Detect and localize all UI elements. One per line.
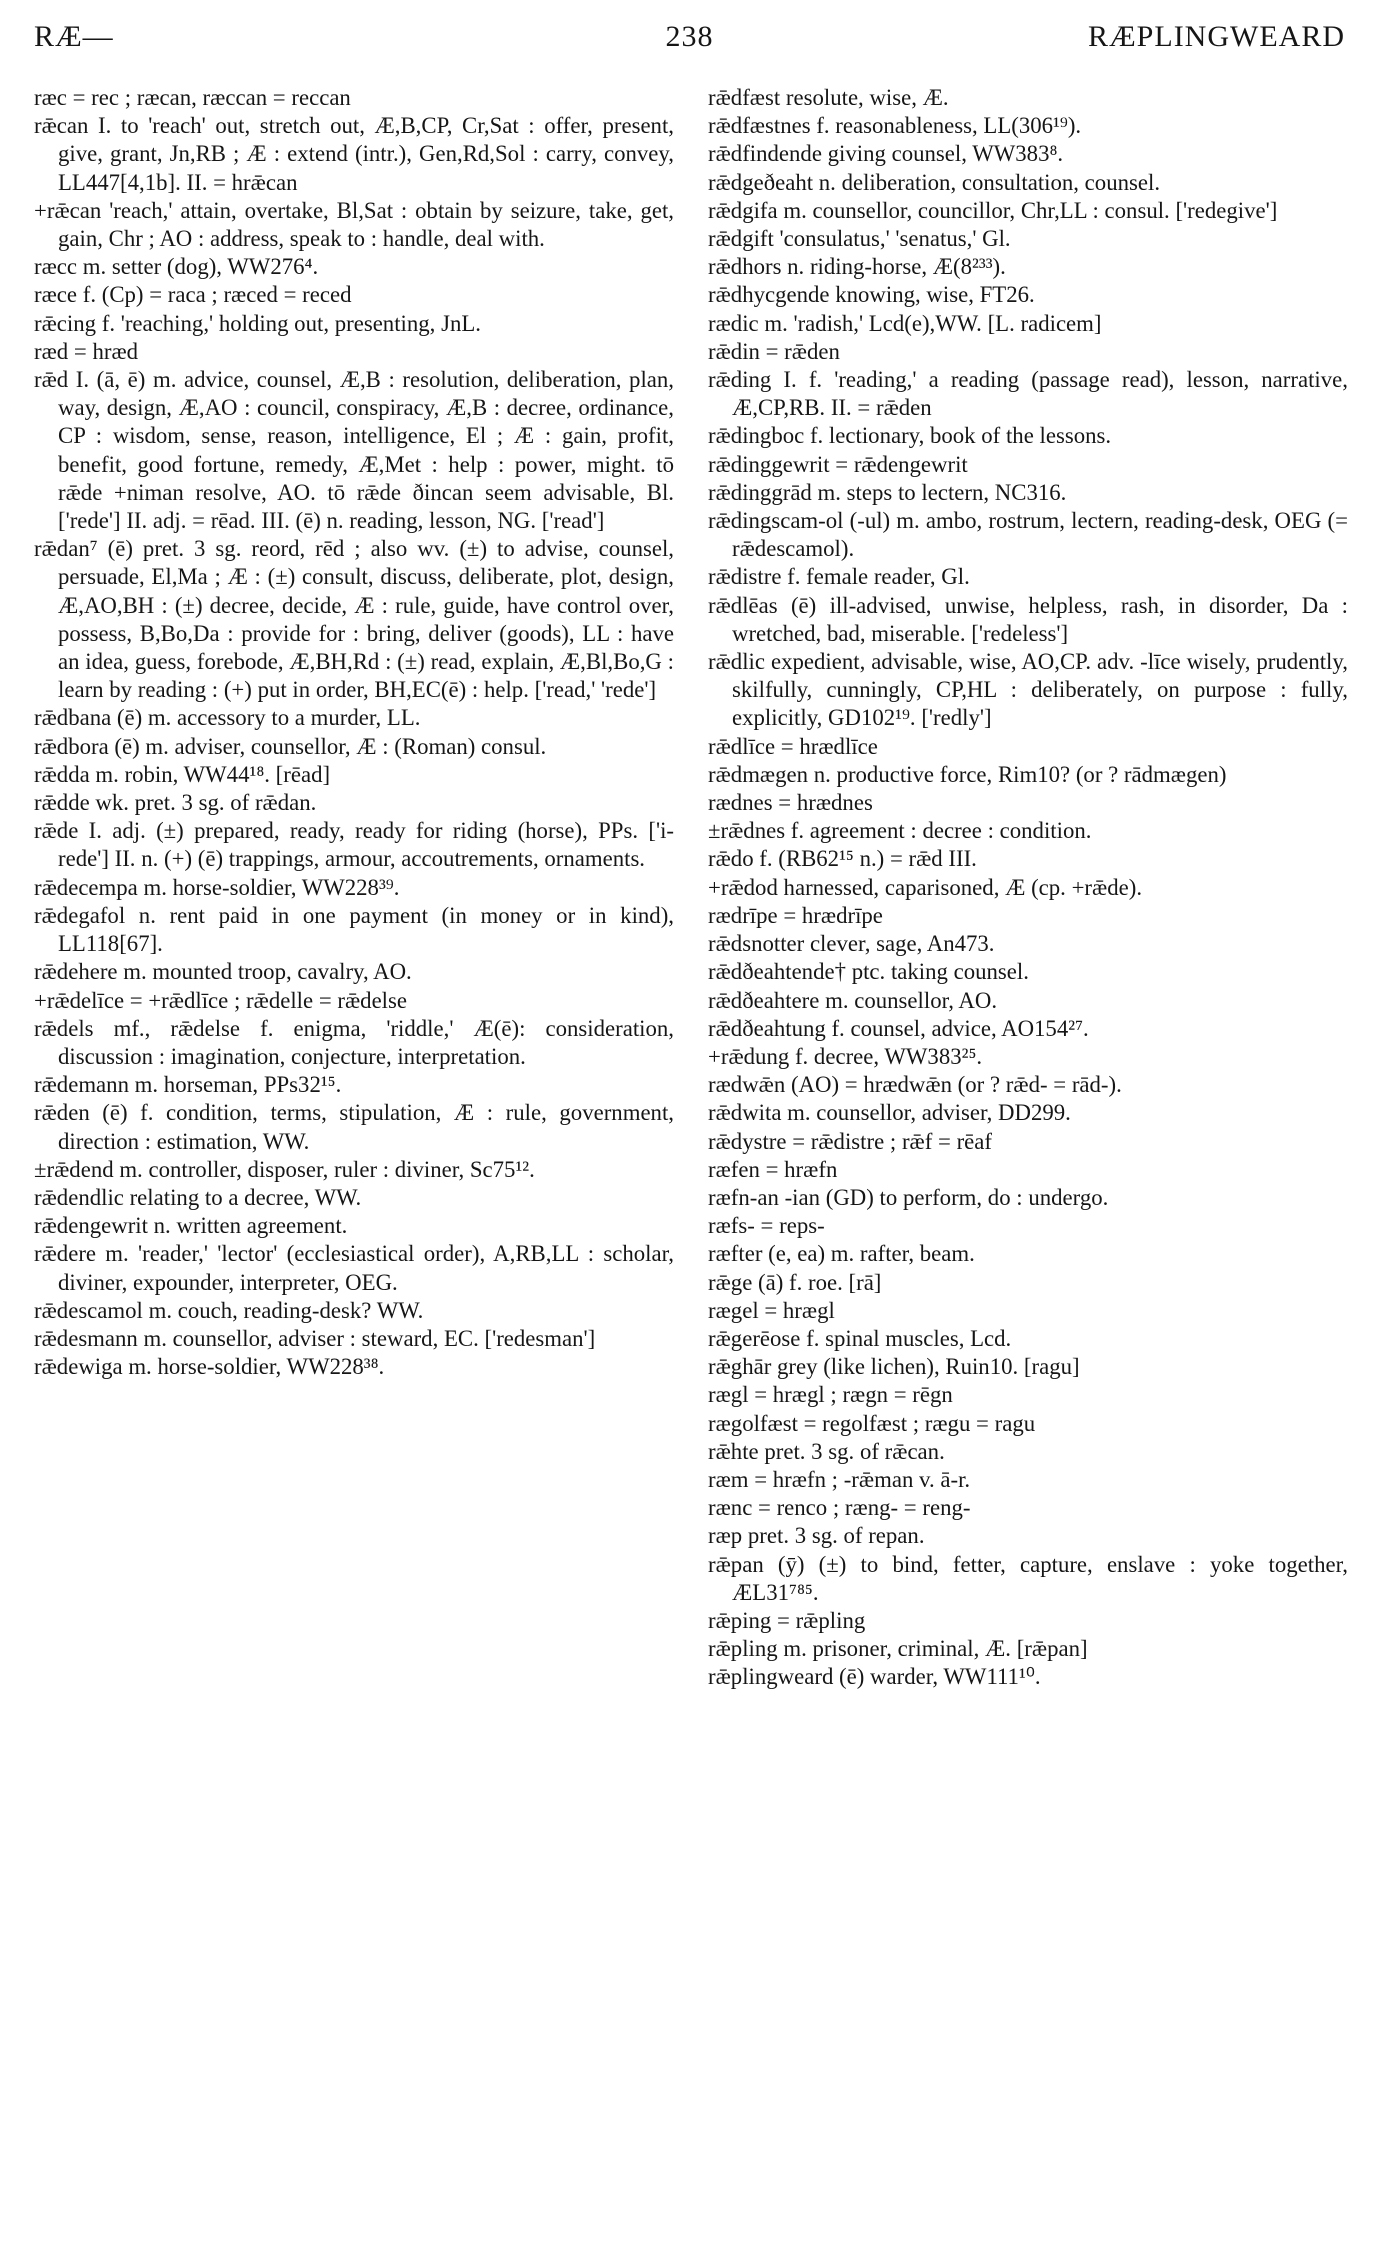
dictionary-entry: rǣdingboc f. lectionary, book of the lessons. — [708, 423, 1112, 449]
dictionary-entry: rǣdðeahtere m. counsellor, AO. — [708, 987, 998, 1013]
dictionary-entry: rǣdinggewrit = rǣdengewrit — [708, 451, 968, 477]
dictionary-entry: rǣdinggrād m. steps to lectern, NC316. — [708, 479, 1067, 505]
dictionary-entry: rǣdðeahtung f. counsel, advice, AO154²⁷. — [708, 1015, 1089, 1041]
dictionary-entry: rǣdlēas (ē) ill-advised, unwise, helpless, rash, in disorder, Da : wretched, bad, miserable. ['redeless'] — [708, 592, 1348, 646]
left-column — [34, 84, 674, 2249]
dictionary-entry: ræfs- = reps- — [708, 1213, 825, 1239]
dictionary-entry: rǣdlīce = hrædlīce — [708, 733, 878, 759]
dictionary-entry: rǣdesmann m. counsellor, adviser : steward, EC. ['redesman'] — [34, 1325, 596, 1351]
dictionary-entry: rǣplingweard (ē) warder, WW111¹⁰. — [708, 1664, 1041, 1690]
dictionary-entry: rǣdhycgende knowing, wise, FT26. — [708, 282, 1035, 308]
dictionary-entry: rǣdo f. (RB62¹⁵ n.) = rǣd III. — [708, 846, 977, 872]
dictionary-entry: rægolfæst = regolfæst ; rægu = ragu — [708, 1410, 1036, 1436]
dictionary-entry: rǣde I. adj. (±) prepared, ready, ready for riding (horse), PPs. ['i-rede'] II. n. (+) (ē) trappings, armour, accoutrements, ornaments. — [34, 818, 674, 872]
dictionary-entry: rǣdystre = rǣdistre ; rǣf = rēaf — [708, 1128, 993, 1154]
dictionary-entry: rægel = hrægl — [708, 1297, 835, 1323]
dictionary-entry: rǣdingscam-ol (-ul) m. ambo, rostrum, lectern, reading-desk, OEG (= rǣdescamol). — [708, 508, 1348, 562]
page-number: 238 — [665, 20, 714, 53]
dictionary-entry: rǣdels mf., rǣdelse f. enigma, 'riddle,' Æ(ē): consideration, discussion : imagination, conjecture, interpretation. — [34, 1015, 674, 1069]
dictionary-entry: ræfen = hræfn — [708, 1156, 838, 1182]
dictionary-entry: rǣcing f. 'reaching,' holding out, presenting, JnL. — [34, 310, 481, 336]
dictionary-entry: ±rǣdend m. controller, disposer, ruler : diviner, Sc75¹². — [34, 1156, 535, 1182]
dictionary-entry: rædnes = hrædnes — [708, 790, 873, 816]
dictionary-entry: rǣdbana (ē) m. accessory to a murder, LL. — [34, 705, 421, 731]
dictionary-entry: rǣdistre f. female reader, Gl. — [708, 564, 970, 590]
dictionary-entry: ræp pret. 3 sg. of repan. — [708, 1523, 925, 1549]
dictionary-entry: +rǣcan 'reach,' attain, overtake, Bl,Sat : obtain by seizure, take, get, gain, Chr ; AO : address, speak to : handle, deal with. — [34, 197, 674, 252]
dictionary-entry: rǣpling m. prisoner, criminal, Æ. [rǣpan] — [708, 1636, 1088, 1662]
dictionary-entry: rǣdehere m. mounted troop, cavalry, AO. — [34, 959, 412, 985]
dictionary-entry: rǣdfæst resolute, wise, Æ. — [708, 85, 949, 110]
dictionary-entry: rǣdwita m. counsellor, adviser, DD299. — [708, 1100, 1071, 1126]
dictionary-entry: rædwǣn (AO) = hrædwǣn (or ? rǣd- = rād-). — [708, 1072, 1122, 1098]
dictionary-entry: rǣdbora (ē) m. adviser, counsellor, Æ : (Roman) consul. — [34, 733, 547, 759]
dictionary-entry: rǣcan I. to 'reach' out, stretch out, Æ,B,CP, Cr,Sat : offer, present, give, grant, Jn,RB ; Æ : extend (intr.), Gen,Rd,Sol : carry, convey, LL447[4,1b]. II. = hrǣcan — [34, 113, 674, 195]
dictionary-entry: rǣden (ē) f. condition, terms, stipulation, Æ : rule, government, direction : estimation, WW. — [34, 1100, 674, 1154]
dictionary-entry: rǣdhors n. riding-horse, Æ(8²³³). — [708, 254, 1006, 280]
dictionary-entry: +rǣdung f. decree, WW383²⁵. — [708, 1043, 983, 1069]
dictionary-entry: rǣghār grey (like lichen), Ruin10. [ragu] — [708, 1354, 1080, 1380]
dictionary-entry: rǣdgift 'consulatus,' 'senatus,' Gl. — [708, 226, 1011, 252]
dictionary-entry: rǣdin = rǣden — [708, 338, 840, 364]
dictionary-entry: rædic m. 'radish,' Lcd(e),WW. [L. radicem] — [708, 310, 1102, 336]
dictionary-entry: ræcc m. setter (dog), WW276⁴. — [34, 254, 319, 280]
dictionary-entry: rǣdecempa m. horse-soldier, WW228³⁹. — [34, 874, 400, 900]
dictionary-entry: rǣdsnotter clever, sage, An473. — [708, 931, 995, 957]
dictionary-entry: rǣdlic expedient, advisable, wise, AO,CP. adv. -līce wisely, prudently, skilfully, cunningly, CP,HL : deliberately, on purpose : fully, explicitly, GD102¹⁹. ['redly'] — [708, 649, 1348, 731]
header-left-running-head: RÆ— — [34, 20, 114, 53]
dictionary-entry: ræd = hræd — [34, 338, 139, 364]
dictionary-entry: ræm = hræfn ; -rǣman v. ā-r. — [708, 1466, 971, 1492]
dictionary-entry: rǣding I. f. 'reading,' a reading (passage read), lesson, narrative, Æ,CP,RB. II. = rǣden — [708, 367, 1348, 421]
dictionary-entry: +rǣdod harnessed, caparisoned, Æ (cp. +rǣde). — [708, 874, 1143, 900]
dictionary-entry: rǣdengewrit n. written agreement. — [34, 1213, 348, 1239]
dictionary-entry: rǣdfæstnes f. reasonableness, LL(306¹⁹). — [708, 113, 1082, 139]
dictionary-entry: rǣping = rǣpling — [708, 1607, 866, 1633]
dictionary-entry: rǣd I. (ā, ē) m. advice, counsel, Æ,B : resolution, deliberation, plan, way, design, Æ,AO : council, conspiracy, Æ,B : decree, ordinance, CP : wisdom, sense, reason, intelligence, El ; Æ : gain, profit, benefit, good fortune, remedy, Æ,Met : help : power, might. tō rǣde +niman resolve, AO. tō rǣde ðincan seem advisable, Bl. ['rede'] II. adj. = rēad. III. (ē) n. reading, lesson, NG. ['read'] — [34, 367, 674, 534]
dictionary-entry: rǣdewiga m. horse-soldier, WW228³⁸. — [34, 1354, 385, 1380]
dictionary-entry: rǣdan⁷ (ē) pret. 3 sg. reord, rēd ; also wv. (±) to advise, counsel, persuade, El,Ma ; Æ : (±) consult, discuss, deliberate, plot, design, Æ,AO,BH : (±) decree, decide, Æ : rule, guide, have control over, possess, B,Bo,Da : provide for : bring, deliver (goods), LL : have an idea, guess, forebode, Æ,BH,Rd : (±) read, explain, Æ,Bl,Bo,G : learn by reading : (+) put in order, BH,EC(ē) : help. ['read,' 'rede'] — [34, 536, 674, 703]
dictionary-entry: rædrīpe = hrædrīpe — [708, 902, 883, 928]
dictionary-entry: ±rǣdnes f. agreement : decree : condition. — [708, 818, 1092, 844]
dictionary-columns — [34, 84, 1348, 2249]
dictionary-entry: rǣdgeðeaht n. deliberation, consultation, counsel. — [708, 169, 1161, 195]
dictionary-entry: rǣdfindende giving counsel, WW383⁸. — [708, 141, 1064, 167]
header-right-running-head: RÆPLINGWEARD — [1088, 20, 1345, 53]
dictionary-entry: ræfn-an -ian (GD) to perform, do : undergo. — [708, 1184, 1109, 1210]
dictionary-entry: rǣhte pret. 3 sg. of rǣcan. — [708, 1438, 945, 1464]
dictionary-entry: rǣgerēose f. spinal muscles, Lcd. — [708, 1325, 1012, 1351]
dictionary-entry: rǣdgifa m. counsellor, councillor, Chr,LL : consul. ['redegive'] — [708, 197, 1278, 223]
dictionary-entry: rǣdendlic relating to a decree, WW. — [34, 1184, 362, 1210]
dictionary-entry: +rǣdelīce = +rǣdlīce ; rǣdelle = rǣdelse — [34, 987, 408, 1013]
dictionary-entry: ræfter (e, ea) m. rafter, beam. — [708, 1241, 975, 1267]
page-header — [34, 16, 1345, 60]
dictionary-entry: rǣdere m. 'reader,' 'lector' (ecclesiastical order), A,RB,LL : scholar, diviner, expounder, interpreter, OEG. — [34, 1241, 674, 1295]
dictionary-entry: ræc = rec ; ræcan, ræccan = reccan — [34, 85, 351, 110]
dictionary-entry: rǣge (ā) f. roe. [rā] — [708, 1269, 882, 1295]
right-column — [708, 84, 1348, 2249]
dictionary-entry: rænc = renco ; ræng- = reng- — [708, 1495, 971, 1521]
dictionary-entry: rægl = hrægl ; rægn = rēgn — [708, 1382, 953, 1408]
dictionary-entry: rǣdescamol m. couch, reading-desk? WW. — [34, 1297, 424, 1323]
dictionary-entry: rǣdegafol n. rent paid in one payment (in money or in kind), LL118[67]. — [34, 902, 674, 957]
dictionary-entry: ræce f. (Cp) = raca ; ræced = reced — [34, 282, 352, 308]
dictionary-entry: rǣdemann m. horseman, PPs32¹⁵. — [34, 1072, 342, 1098]
dictionary-entry: rǣdde wk. pret. 3 sg. of rǣdan. — [34, 790, 317, 816]
dictionary-entry: rǣpan (ȳ) (±) to bind, fetter, capture, enslave : yoke together, ÆL31⁷⁸⁵. — [708, 1551, 1348, 1605]
dictionary-entry: rǣdðeahtende† ptc. taking counsel. — [708, 959, 1029, 985]
dictionary-entry: rǣdda m. robin, WW44¹⁸. [rēad] — [34, 761, 331, 787]
dictionary-entry: rǣdmægen n. productive force, Rim10? (or ? rādmægen) — [708, 761, 1227, 787]
